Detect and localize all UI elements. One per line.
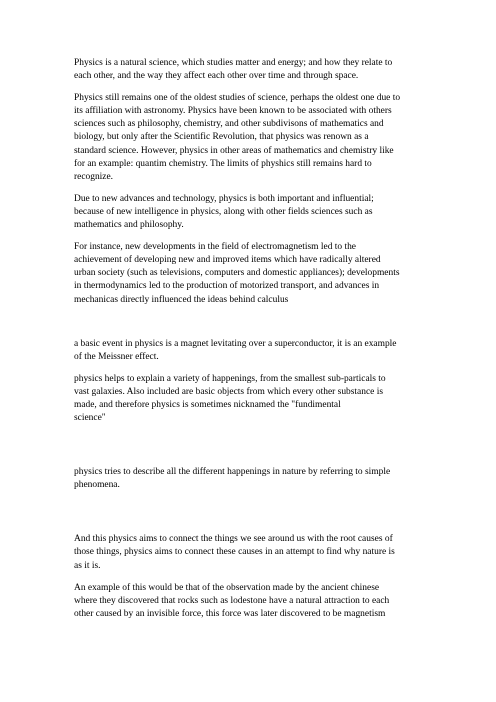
paragraph-meissner [74, 338, 426, 364]
text-line: For instance, new developments in the field of electromagnetism led to the [74, 242, 356, 253]
text-line: recognize. [74, 171, 114, 182]
text-line: in thermodynamics led to the production of motorized transport, and advances in [74, 281, 380, 292]
text-line: mechanicas directly influenced the ideas behind calculus [74, 294, 289, 305]
paragraph-lodestone [74, 582, 426, 621]
text-line: Due to new advances and technology, physics is both important and influential; [74, 193, 374, 204]
paragraph-definition [74, 57, 426, 83]
paragraph-history [74, 92, 426, 184]
text-line: for an example: quantim chemistry. The limits of physhics still remains hard to [74, 158, 372, 169]
text-line: of the Meissner effect. [74, 351, 159, 362]
text-line: vast galaxies. Also included are basic objects from which every other substance is [74, 386, 383, 397]
text-line: phenomena. [74, 480, 120, 491]
text-line: biology, but only after the Scientific Revolution, that physics was renown as a [74, 132, 369, 143]
text-line: because of new intelligence in physics, along with other fields sciences such as [74, 206, 373, 217]
text-line: those things, physics aims to connect these causes in an attempt to find why nature is [74, 547, 395, 558]
document-body [74, 57, 426, 621]
text-line: And this physics aims to connect the things we see around us with the root causes of [74, 534, 393, 545]
text-line: mathematics and philosophy. [74, 220, 184, 231]
text-line: urban society (such as televisions, computers and domestic appliances); developments [74, 268, 400, 279]
text-line: Physics is a natural science, which studies matter and energy; and how they relate to [74, 58, 393, 68]
text-line: each other, and the way they affect each other over time and through space. [74, 71, 359, 82]
paragraph-electromagnetism [74, 241, 426, 306]
paragraph-phenomena [74, 466, 426, 492]
text-line: An example of this would be that of the observation made by the ancient chinese [74, 582, 380, 593]
text-line: physics helps to explain a variety of happenings, from the smallest sub-particals to [74, 373, 386, 384]
text-line: physics tries to describe all the different happenings in nature by referring to simple [74, 467, 391, 478]
text-line: its affiliation with astronomy. Physics have been known to be associated with others [74, 106, 392, 117]
paragraph-root-causes [74, 533, 426, 572]
text-line: other caused by an invisible force, this force was later discovered to be magnetism [74, 608, 386, 619]
text-line: where they discovered that rocks such as lodestone have a natural attraction to each [74, 595, 390, 606]
text-line: science" [74, 413, 106, 424]
paragraph-advances [74, 193, 426, 232]
text-line: a basic event in physics is a magnet levitating over a superconductor, it is an example [74, 338, 397, 349]
text-line: achievement of developing new and improved items which have radically altered [74, 255, 381, 266]
text-line: Physics still remains one of the oldest studies of science, perhaps the oldest one due to [74, 93, 401, 104]
text-line: sciences such as philosophy, chemistry, and other subdivisons of mathematics and [74, 119, 384, 130]
text-line: standard science. However, physics in other areas of mathematics and chemistry like [74, 145, 394, 156]
text-line: as it is. [74, 560, 101, 571]
paragraph-fundamental [74, 373, 426, 425]
text-line: made, and therefore physics is sometimes nicknamed the "fundimental [74, 399, 341, 410]
